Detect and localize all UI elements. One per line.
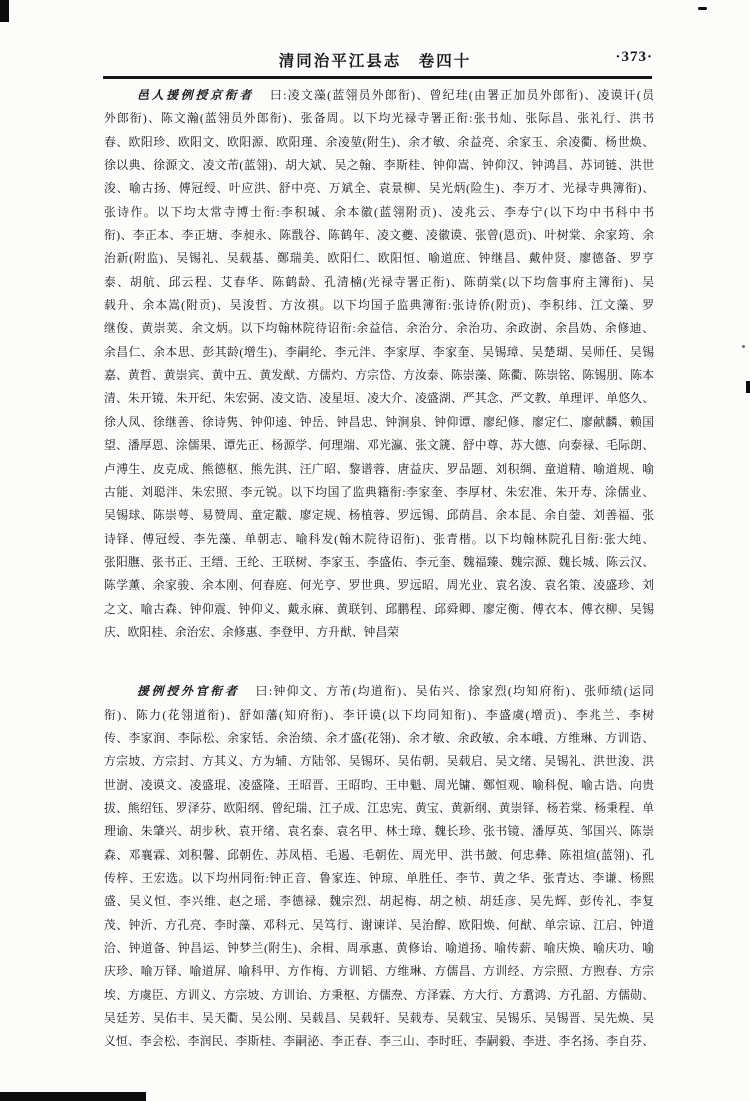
text-line: 盛、吴义恒、李兴维、赵之瑶、李德禄、魏宗烈、胡起梅、胡之桢、胡廷彦、吴先辉、彭传礼、李复 xyxy=(104,894,654,909)
text-line: 余昌仁、余本思、彭其龄(增生)、李嗣纶、李元泮、李家厚、李家奎、吴锡璋、吴楚瑚、吴师任、吴锡 xyxy=(104,344,654,359)
text-line: 嘉、黄哲、黄崇宾、黄中五、黄发猷、方儒灼、方宗岱、方汝泰、陈崇藻、陈衢、陈崇铭、陈锡朋、陈本 xyxy=(104,368,654,383)
header-rule xyxy=(103,76,652,79)
text-line: 吴锡球、陈崇萼、易赞周、童定黻、廖定规、杨植蓉、罗远锡、邱荫昌、余本昆、余自蓥、刘善福、张 xyxy=(104,508,654,523)
scan-artifact-bottom-bar xyxy=(0,1092,146,1101)
text-line: 义恒、李会松、李润民、李斯桂、李嗣泌、李正春、李三山、李时旺、李嗣毅、李进、李名扬、李自芬、 xyxy=(104,1034,654,1049)
text-line: 古能、刘聪泮、朱宏照、李元锐。以下均国了监典籍衔:李家奎、李厚材、朱宏准、朱开寿、涂儒业、 xyxy=(104,484,654,499)
paragraph-first-line xyxy=(104,84,654,107)
text-line: 森、邓襄霖、刘积馨、邱朝佐、苏凤梧、毛遏、毛朝佐、周光甲、洪书皷、何忠彝、陈祖煊(蓝翎)、孔 xyxy=(104,847,654,862)
text-line: 世澍、凌谟文、凌盛琨、凌盛隆、王昭晋、王昭昀、王申魁、周光镛、鄭恒观、喻科倪、喻古诰、向贵 xyxy=(104,777,654,792)
text-line: 张阳膴、张书正、王缙、王纶、王联树、李家玉、李盛佑、李元奎、魏福臻、魏宗源、魏长城、陈云汉、 xyxy=(104,554,654,569)
text-line: 浚、喻古扬、傅冠绶、叶应洪、舒中亮、万斌全、袁景柳、吴光炳(险生)、李万才、光禄寺典簿衔)、 xyxy=(104,181,654,196)
text-line: 理谕、朱肇兴、胡步秋、袁开绪、袁名泰、袁名甲、林士璋、魏长珍、张书镜、潘厚英、邹国兴、陈崇 xyxy=(104,824,654,839)
scan-artifact-right-edge xyxy=(746,381,750,393)
paragraph-lead: 邑人援例授京衔者 xyxy=(137,88,255,102)
text-line: 之文、喻古森、钟仰震、钟仰义、戴永麻、黄联钊、邱鹏程、邱舜卿、廖定衡、傅衣本、傅衣柳、吴锡 xyxy=(104,601,654,616)
body-text xyxy=(104,84,654,1054)
text-line: 卢溥生、皮克成、熊德枢、熊先淇、汪广昭、黎谱蓉、唐益庆、罗品题、刘积绸、童道精、喻道规、喻 xyxy=(104,461,654,476)
page-title: 清同治平江县志 卷四十 xyxy=(278,53,472,70)
text-line: 治新(附监)、吴锡礼、吴载基、鄭瑞美、欧阳仁、欧阳恒、喻道庶、钟继昌、戴仲贤、廖德备、罗亨 xyxy=(104,251,654,266)
text-line: 传、李家润、李际松、余家铦、余治绩、余才盛(花翎)、余才敏、余政敏、余本峨、方维琳、方训诰、 xyxy=(104,730,654,745)
text-line: 张诗作。以下均太常寺博士衔:李积瑊、余本徽(蓝翎附贡)、凌兆云、李寿宁(以下均中书科中书 xyxy=(104,204,654,219)
scan-artifact-top-right xyxy=(698,7,707,10)
paragraph-waiguan-titles xyxy=(104,680,654,1054)
text-line: 吴廷芳、吴佑丰、吴天衢、吴公刚、吴载昌、吴载轩、吴载寿、吴载宝、吴锡乐、吴锡晋、吴先焕、吴 xyxy=(104,1011,654,1026)
text-line: 诗铎、傅冠绶、李先藻、单朝志、喻科发(翰木院待诏衔)、张青楷。以下均翰林院孔目衔:张大纯、 xyxy=(104,531,654,546)
text-line: 继俊、黄崇荚、余文炳。以下均翰林院待诏衔:余益信、余治分、余治功、余政澍、余昌妫、余修迪、 xyxy=(104,321,654,336)
page-number: ·373· xyxy=(615,49,653,65)
text-line: 载升、余本嵩(附贡)、吴浚哲、方汝祺。以下均国子监典簿衔:张诗侨(附贡)、李积纬、江文藻、罗 xyxy=(104,298,654,313)
paragraph-text: 曰:钟仰文、方芾(均道衔)、吴佑兴、徐家烈(均知府衔)、张师绩(运同 xyxy=(255,684,654,699)
paragraph-beijing-titles xyxy=(104,84,654,644)
paragraph-lines xyxy=(104,704,654,1054)
text-line: 徐以典、徐源文、凌文芾(蓝翎)、胡大斌、吴之翰、李斯桂、钟仰嵩、钟仰汉、钟鸿昌、苏词链、洪世 xyxy=(104,158,654,173)
paragraph-text: 曰:凌文藻(蓝翎员外郎衔)、曾纪珪(由署正加员外郎衔)、凌谟讦(员 xyxy=(270,88,654,102)
scan-artifact-speck xyxy=(742,345,745,348)
text-line: 泰、胡航、邱云程、艾春华、陈鹤龄、孔清楠(光禄寺署正衔)、陈荫棠(以下均詹事府主簿衔)、吴 xyxy=(104,274,654,289)
text-line: 庆、欧阳桂、余治宏、余修惠、李登甲、方升猷、钟昌荣 xyxy=(104,624,399,639)
text-line: 衔)、陈力(花翎道衔)、舒如藩(知府衔)、李讦谟(以下均同知衔)、李盛虞(增贡)、李兆兰、李树 xyxy=(104,707,654,722)
text-line: 方宗坡、方宗封、方其义、方为辅、方陆邻、吴锡环、吴佑朝、吴载启、吴文绪、吴锡礼、洪世浚、洪 xyxy=(104,754,654,769)
text-line: 洽、钟道备、钟昌运、钟梦兰(附生)、余楫、周承惠、黄修诒、喻道扬、喻传薪、喻庆焕、喻庆功、喻 xyxy=(104,941,654,956)
text-line: 茂、钟沂、方孔亮、李时藻、邓科元、吴笃行、谢谏详、吴治醇、欧阳焕、何猷、单宗谅、江启、钟道 xyxy=(104,917,654,932)
text-line: 陈学薰、余家骏、余本刚、何春庭、何光亨、罗世典、罗远昭、周光业、袁名浚、袁名策、凌盛珍、刘 xyxy=(104,578,654,593)
paragraph-lead: 援例授外官衔者 xyxy=(137,684,240,699)
scan-artifact-top-left xyxy=(0,0,9,22)
text-line: 拔、熊绍钰、罗泽芬、欧阳纲、曾纪瑞、江子成、江忠宪、黄宝、黄新纲、黄崇铎、杨若棠、杨秉程、单 xyxy=(104,800,654,815)
paragraph-lines xyxy=(104,107,654,644)
paragraph-first-line xyxy=(104,680,654,703)
text-line: 春、欧阳珍、欧阳文、欧阳源、欧阳瑾、余凌堃(附生)、余才敏、余益亮、余家玉、余凌衢、杨世焕、 xyxy=(104,134,654,149)
text-line: 埃、方虞臣、方训义、方宗坡、方训诒、方秉枢、方儒焘、方泽霖、方大行、方翥鸿、方孔韶、方儒勋、 xyxy=(104,987,654,1002)
text-line: 衔)、李正本、李正塘、李昶永、陈戬谷、陈鹤年、凌文夔、凌徽谟、张曾(恩贡)、叶树棠、余家筠、余 xyxy=(104,228,654,243)
text-line: 徐人凤、徐继善、徐诗隽、钟仰逵、钟岳、钟昌忠、钟涧泉、钟仰谭、廖纪修、廖定仁、廖献麟、赖国 xyxy=(104,414,654,429)
text-line: 清、朱开镜、朱开纪、朱宏弼、凌文诰、凌星垣、凌大介、凌盛湖、严其念、严文教、单理评、单悠久、 xyxy=(104,391,654,406)
text-line: 传梓、王宏选。以下均州同衔:钟正音、鲁家连、钟琼、单胜任、李节、黄之华、张青达、李谦、杨熙 xyxy=(104,871,654,885)
text-line: 庆珍、喻万铎、喻道屏、喻科甲、方作梅、方训韬、方维琳、方儒昌、方训经、方宗照、方煦春、方宗 xyxy=(104,964,654,979)
text-line: 外郎衔)、陈文瀚(蓝翎员外郎衔)、张备周。以下均光禄寺署正衔:张书灿、张际昌、张礼行、洪书 xyxy=(104,111,654,126)
text-line: 望、潘厚恩、涂儒果、谭先正、杨源学、何理端、邓光瀛、张文篪、舒中尊、苏大德、向泰禄、毛际朗、 xyxy=(104,438,654,453)
